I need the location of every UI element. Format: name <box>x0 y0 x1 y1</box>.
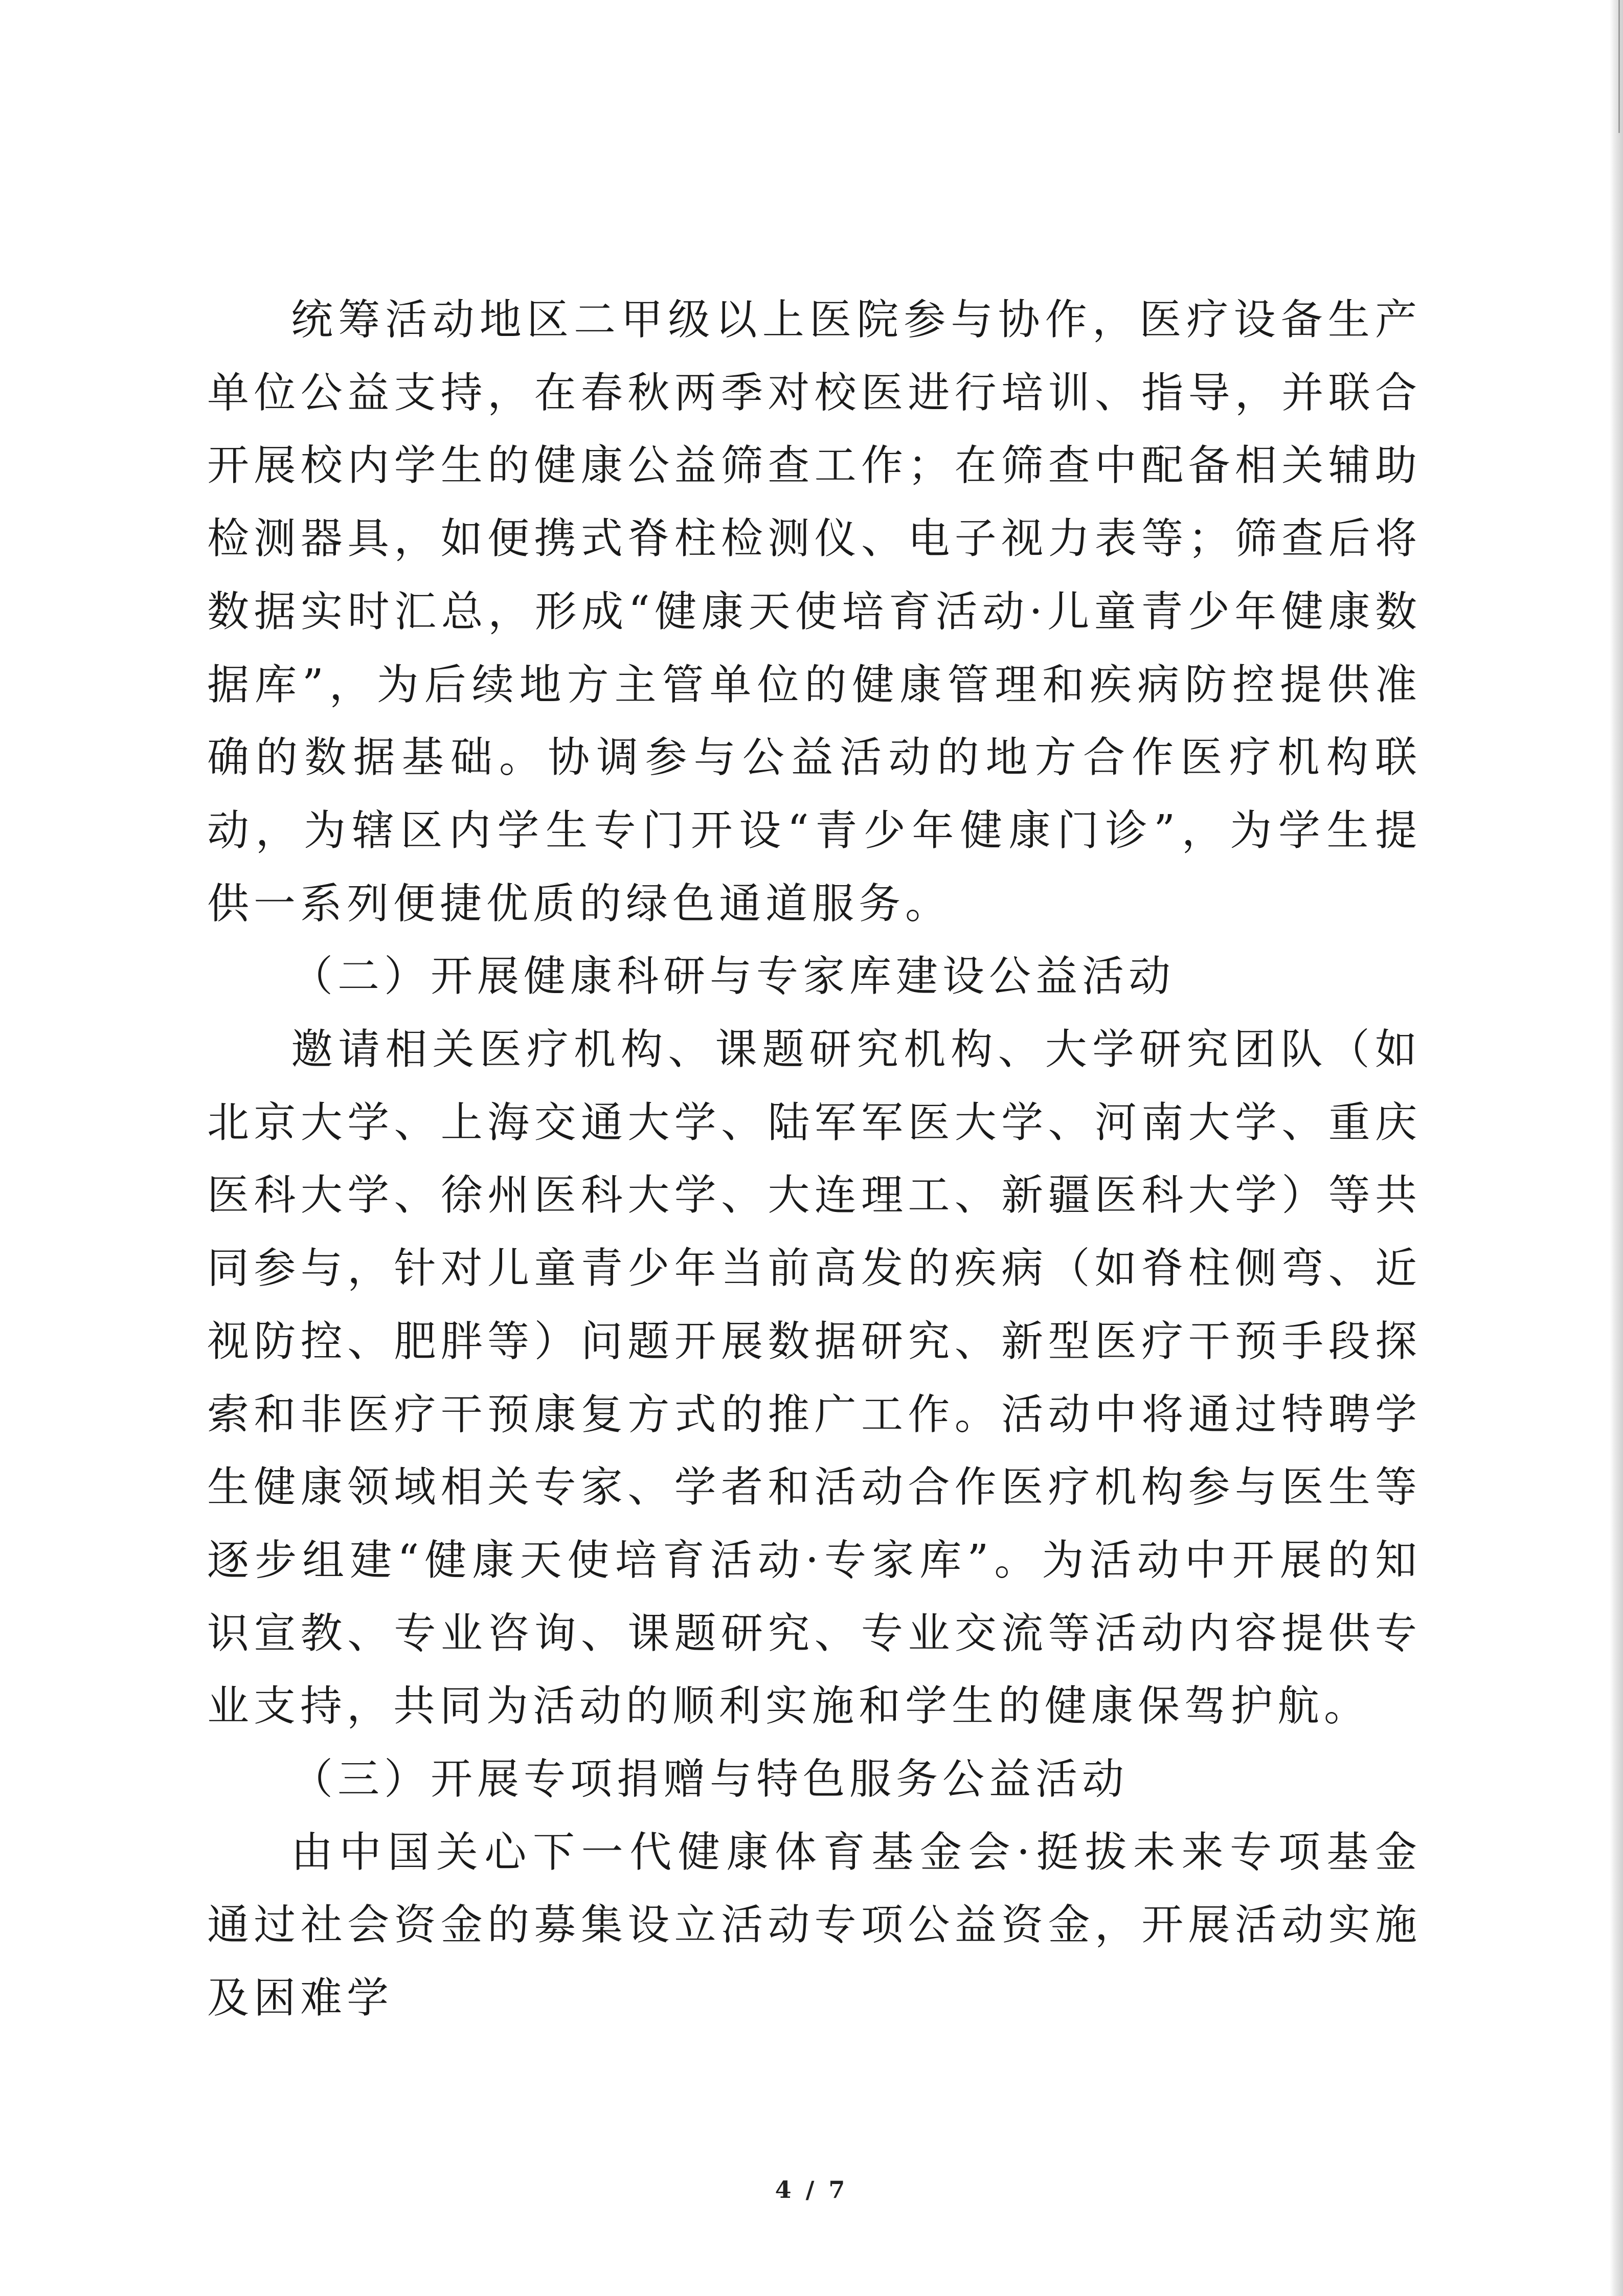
paragraph-research: 邀请相关医疗机构、课题研究机构、大学研究团队（如北京大学、上海交通大学、陆军军医大学、河南大学、重庆医科大学、徐州医科大学、大连理工、新疆医科大学）等共同参与，针对儿童青少年当前高发的疾病（如脊柱侧弯、近视防控、肥胖等）问题开展数据研究、新型医疗干预手段探索和非医疗干预康复方式的推广工作。活动中将通过特聘学生健康领域相关专家、学者和活动合作医疗机构参与医生等逐步组建“健康天使培育活动·专家库”。为活动中开展的知识宣教、专业咨询、课题研究、专业交流等活动内容提供专业支持，共同为活动的顺利实施和学生的健康保驾护航。 <box>207 1025 1422 1731</box>
paragraph-screening: 统筹活动地区二甲级以上医院参与协作，医疗设备生产单位公益支持，在春秋两季对校医进行培训、指导，并联合开展校内学生的健康公益筛查工作；在筛查中配备相关辅助检测器具，如便携式脊柱检测仪、电子视力表等；筛查后将数据实时汇总，形成“健康天使培育活动·儿童青少年健康数据库”，为后续地方主管单位的健康管理和疾病防控提供准确的数据基础。协调参与公益活动的地方合作医疗机构联动，为辖区内学生专门开设“青少年健康门诊”，为学生提供一系列便捷优质的绿色通道服务。 <box>207 296 1422 928</box>
scan-edge-shadow <box>1610 0 1623 2296</box>
document-body <box>207 284 1422 2035</box>
paragraph-donation: 由中国关心下一代健康体育基金会·挺拔未来专项基金通过社会资金的募集设立活动专项公益资金，开展活动实施及困难学 <box>207 1828 1422 2023</box>
section-heading-research: （二）开展健康科研与专家库建设公益活动 <box>291 952 1176 1001</box>
section-heading-donation: （三）开展专项捐赠与特色服务公益活动 <box>291 1755 1129 1804</box>
page-number: 4 / 7 <box>775 2176 848 2203</box>
